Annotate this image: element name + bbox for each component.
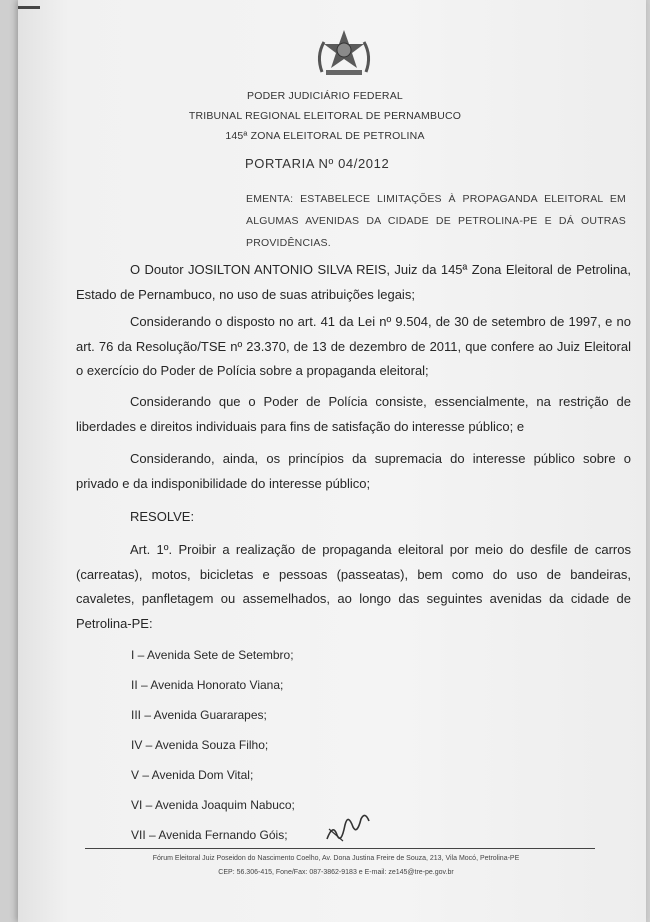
article-1-text: Art. 1º. Proibir a realização de propaganda eleitoral por meio do desfile de carros (carreatas), motos, bicicletas e pessoas (passeatas), bem como do uso de bandeiras, cavaletes, panfletagem ou assemelhados, ao longo das seguintes avenidas da cidade de Petrolina-PE: xyxy=(76,542,631,631)
document-footer xyxy=(96,852,576,880)
article-1 xyxy=(76,538,631,636)
footer-contact: CEP: 56.306-415, Fone/Fax: 087-3862-9183 e E-mail: ze145@tre-pe.gov.br xyxy=(218,869,454,876)
list-item: III – Avenida Guararapes; xyxy=(131,708,267,722)
paragraph-considering-principles-text: Considerando, ainda, os princípios da supremacia do interesse público sobre o privado e da indisponibilidade do interesse público; xyxy=(76,451,631,491)
list-item: II – Avenida Honorato Viana; xyxy=(131,678,284,692)
paragraph-considering-principles xyxy=(76,447,631,496)
ementa-text: EMENTA: ESTABELECE LIMITAÇÕES À PROPAGANDA ELEITORAL EM ALGUMAS AVENIDAS DA CIDADE DE PETROLINA-PE E DÁ OUTRAS PROVIDÊNCIAS. xyxy=(246,193,626,249)
header-line-judiciary: PODER JUDICIÁRIO FEDERAL xyxy=(247,90,403,102)
paragraph-considering-police-power xyxy=(76,390,631,439)
footer-address: Fórum Eleitoral Juiz Poseidon do Nascimento Coelho, Av. Dona Justina Freire de Souza, 213, Vila Mocó, Petrolina-PE xyxy=(152,855,520,862)
avenue-list xyxy=(131,640,295,850)
paragraph-intro xyxy=(76,258,631,307)
header-line-zone: 145ª ZONA ELEITORAL DE PETROLINA xyxy=(225,130,425,142)
list-item: VI – Avenida Joaquim Nabuco; xyxy=(131,798,295,812)
binding-mark xyxy=(18,6,40,9)
handwritten-signature-icon xyxy=(323,805,373,845)
paragraph-considering-law xyxy=(76,310,631,384)
list-item: VII – Avenida Fernando Góis; xyxy=(131,828,288,842)
list-item: IV – Avenida Souza Filho; xyxy=(131,738,269,752)
list-item: V – Avenida Dom Vital; xyxy=(131,768,254,782)
paragraph-considering-law-text: Considerando o disposto no art. 41 da Lei nº 9.504, de 30 de setembro de 1997, e no art. 76 da Resolução/TSE nº 23.370, de 13 de dezembro de 2011, que confere ao Juiz Eleitoral o exercício do Poder de Polícia sobre a propaganda eleitoral; xyxy=(76,314,631,378)
header-line-tribunal: TRIBUNAL REGIONAL ELEITORAL DE PERNAMBUCO xyxy=(188,110,462,122)
portaria-title: PORTARIA Nº 04/2012 xyxy=(245,156,390,171)
footer-divider xyxy=(85,848,595,849)
resolve-heading: RESOLVE: xyxy=(130,509,195,524)
brasil-coat-of-arms-icon xyxy=(314,26,374,80)
list-item: I – Avenida Sete de Setembro; xyxy=(131,648,294,662)
paragraph-considering-police-power-text: Considerando que o Poder de Polícia consiste, essencialmente, na restrição de liberdades e direitos individuais para fins de satisfação do interesse público; e xyxy=(76,394,631,434)
document-header xyxy=(0,86,650,146)
paragraph-intro-text: O Doutor JOSILTON ANTONIO SILVA REIS, Juiz da 145ª Zona Eleitoral de Petrolina, Estado de Pernambuco, no uso de suas atribuições legais; xyxy=(76,262,631,302)
